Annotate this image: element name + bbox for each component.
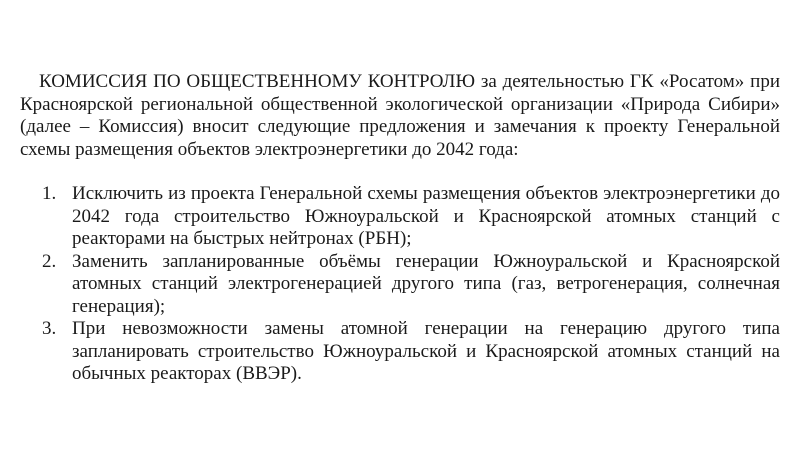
list-item [20,318,780,386]
list-item-number: 2. [42,250,57,272]
list-item-text: Исключить из проекта Генеральной схемы размещения объектов электроэнергетики до 2042 года строительство Южноуральской и Красноярской атомных станций с реакторами на быстрых нейтронах (РБН); [72,183,780,249]
list-item-number: 1. [42,183,57,204]
list-item [20,183,780,251]
list-item-text: При невозможности замены атомной генерации на генерацию другого типа запланировать строительство Южноуральской и Красноярской атомных станций на обычных реакторах (ВВЭР). [72,318,780,384]
list-item [20,251,780,319]
document-page [20,71,780,386]
proposal-list [20,183,780,386]
intro-paragraph: КОМИССИЯ ПО ОБЩЕСТВЕННОМУ КОНТРОЛЮ за деятельностью ГК «Росатом» при Красноярской региональной общественной экологической организации «Природа Сибири» (далее – Комиссия) вносит следующие предложения и замечания к проекту Генеральной схемы размещения объектов электроэнергетики до 2042 года: [20,71,780,160]
list-item-number: 3. [42,318,57,339]
list-item-text: Заменить запланированные объёмы генерации Южноуральской и Красноярской атомных станций электрогенерацией другого типа (газ, ветрогенерация, солнечная генерация); [72,250,780,317]
